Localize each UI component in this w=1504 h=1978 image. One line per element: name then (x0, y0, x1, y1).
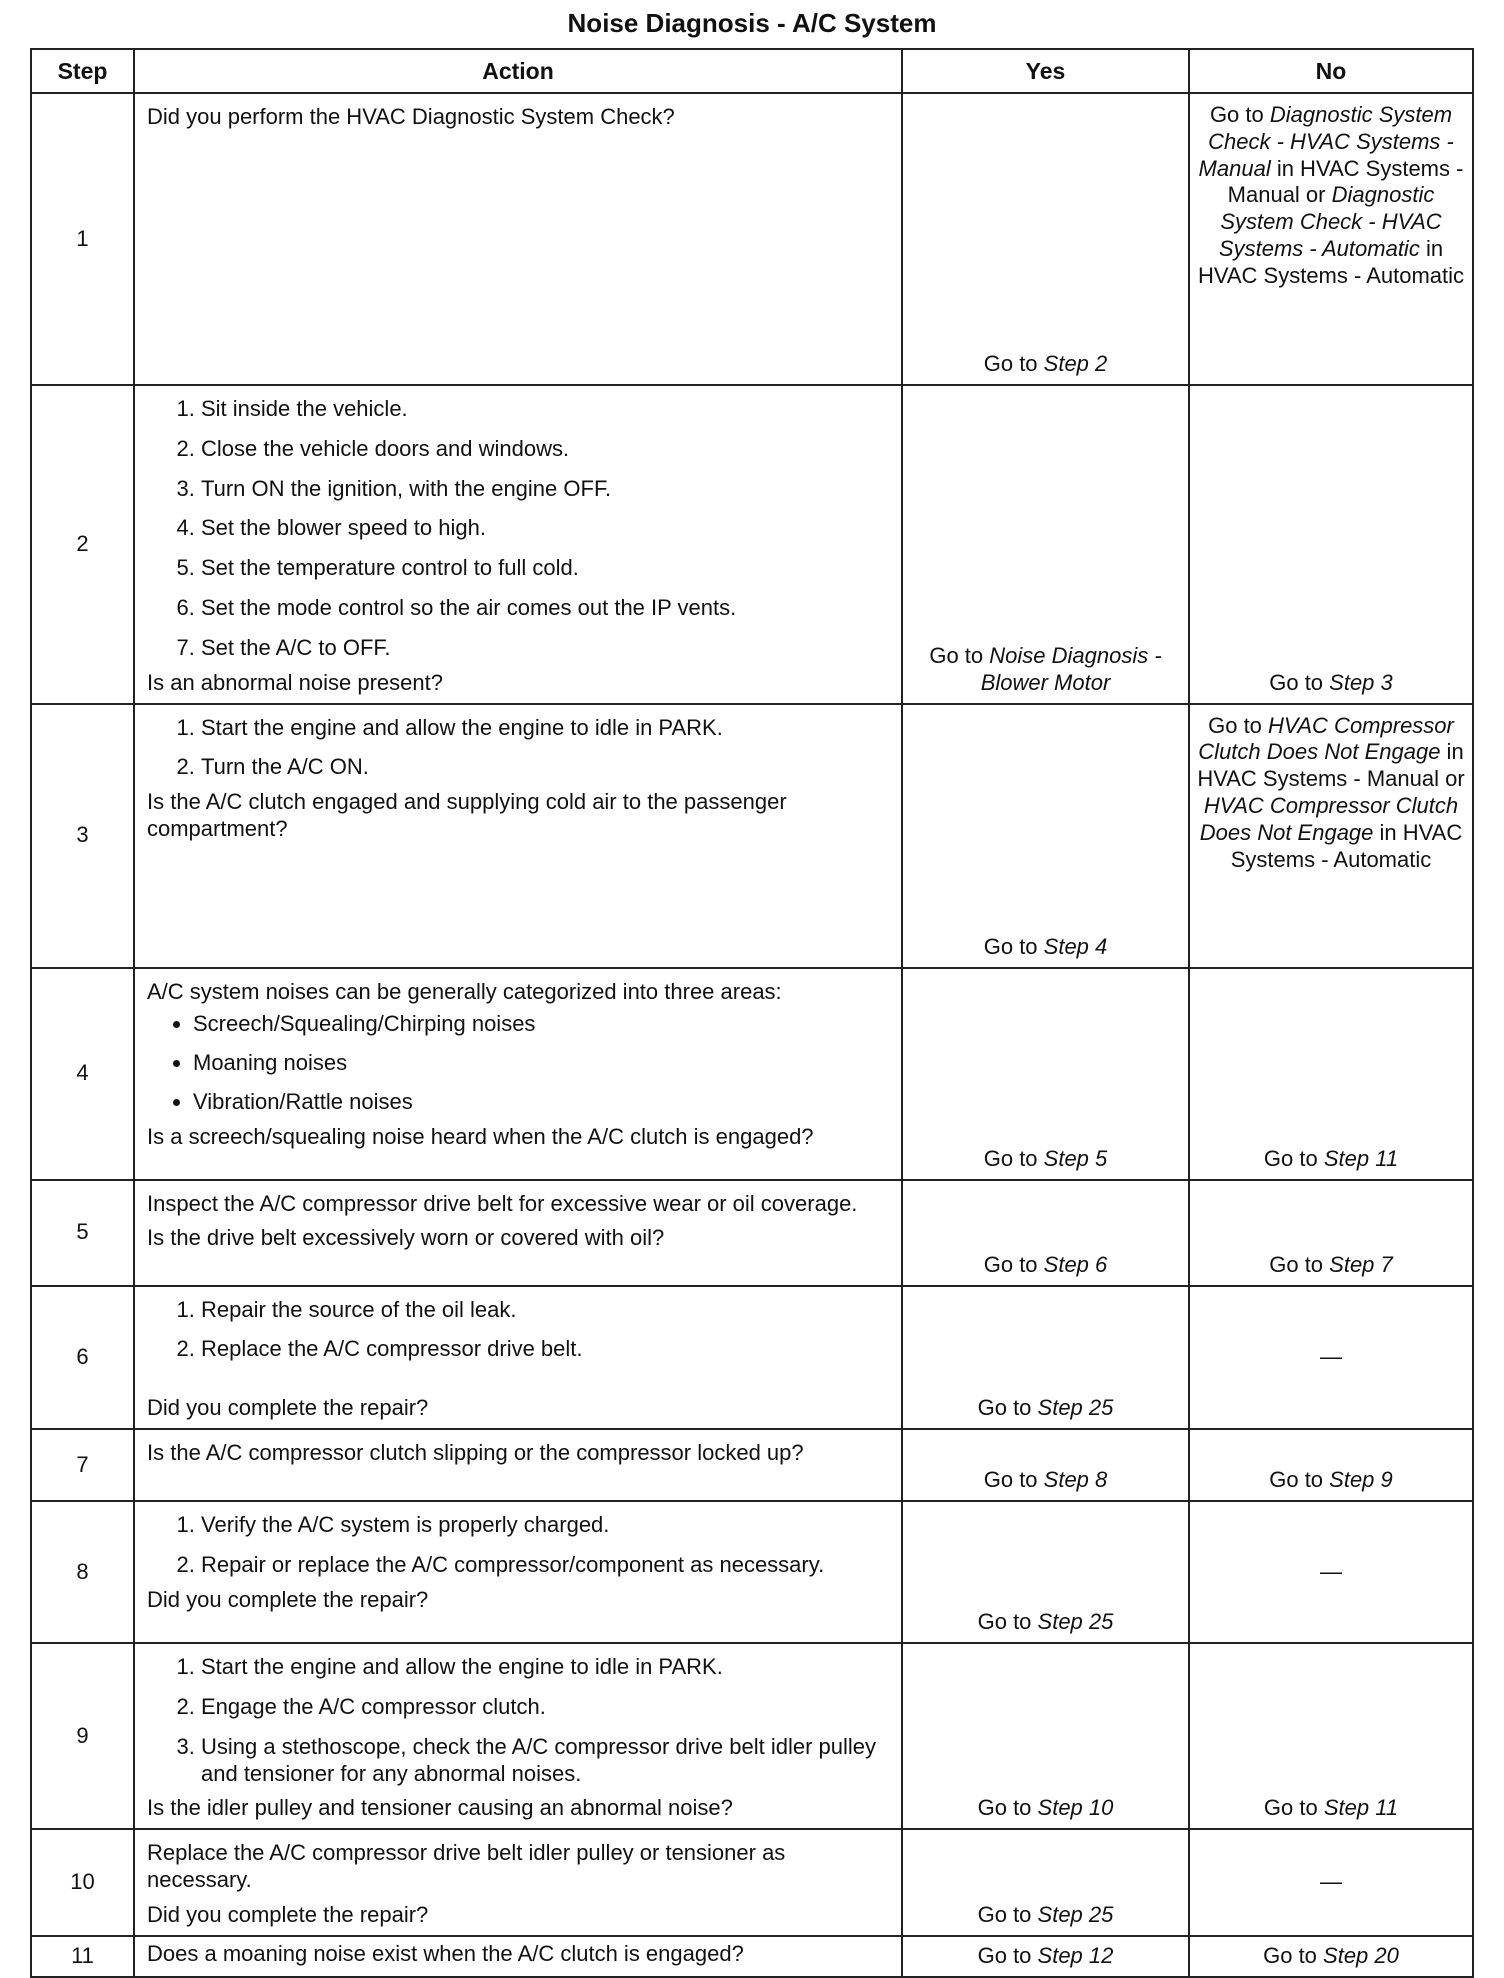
action-step: 4. Set the blower speed to high. (201, 515, 891, 542)
step-number: 5 (31, 1180, 134, 1286)
table-row (31, 704, 1473, 968)
step-number: 7 (31, 1429, 134, 1501)
no-cell: Go to Step 11 (1189, 968, 1473, 1180)
action-intro: Inspect the A/C compressor drive belt for excessive wear or oil coverage. (147, 1190, 858, 1216)
header-no: No (1189, 49, 1473, 93)
step-link[interactable]: Step 10 (1037, 1795, 1114, 1821)
action-cell (134, 1501, 902, 1643)
step-link[interactable]: Step 7 (1329, 1251, 1393, 1277)
step-link[interactable]: Step 25 (1037, 1395, 1114, 1421)
step-number: 2 (31, 385, 134, 704)
action-question: Is the A/C clutch engaged and supplying cold air to the passenger compartment? (147, 789, 787, 842)
no-cell (1189, 1501, 1473, 1643)
yes-cell: Go to Step 6 (902, 1180, 1189, 1286)
action-step: 1. Start the engine and allow the engine to idle in PARK. (201, 1654, 891, 1681)
action-question: Did you complete the repair? (147, 1395, 429, 1421)
action-step: 1. Start the engine and allow the engine to idle in PARK. (201, 715, 891, 742)
action-cell (134, 1643, 902, 1829)
step-link[interactable]: Step 5 (1043, 1145, 1108, 1171)
action-step: 2. Close the vehicle doors and windows. (201, 436, 891, 463)
action-cell (134, 1829, 902, 1935)
step-number: 9 (31, 1643, 134, 1829)
action-steps (147, 1512, 891, 1579)
table-row (31, 1286, 1473, 1429)
no-cell: Go to Step 7 (1189, 1180, 1473, 1286)
action-step: 5. Set the temperature control to full cold. (201, 555, 891, 582)
doc-link[interactable]: Diagnostic System Check - HVAC Systems - Manual (1198, 102, 1454, 181)
step-number: 6 (31, 1286, 134, 1429)
action-question: Did you complete the repair? (147, 1901, 429, 1927)
header-row (31, 49, 1473, 93)
noise-categories (147, 1011, 891, 1115)
table-row (31, 1643, 1473, 1829)
action-step: 3. Using a stethoscope, check the A/C compressor drive belt idler pulley and tensioner for any abnormal noises. (201, 1734, 891, 1788)
yes-cell: Go to Step 5 (902, 968, 1189, 1180)
not-applicable-dash: — (1320, 1343, 1342, 1369)
step-link[interactable]: Step 6 (1043, 1251, 1108, 1277)
action-steps (147, 1654, 891, 1787)
action-step: 1. Sit inside the vehicle. (201, 396, 891, 423)
table-row (31, 1429, 1473, 1501)
step-link[interactable]: Step 9 (1329, 1467, 1393, 1493)
not-applicable-dash: — (1320, 1869, 1342, 1895)
table-row (31, 93, 1473, 385)
no-cell: Go to Step 11 (1189, 1643, 1473, 1829)
step-link[interactable]: Step 3 (1329, 669, 1393, 695)
header-step: Step (31, 49, 134, 93)
yes-cell: Go to Step 4 (902, 704, 1189, 968)
page-title: Noise Diagnosis - A/C System (567, 8, 937, 38)
step-number: 3 (31, 704, 134, 968)
action-intro: A/C system noises can be generally categorized into three areas: (147, 978, 782, 1004)
table-row (31, 1936, 1473, 1977)
header-yes: Yes (902, 49, 1189, 93)
yes-cell: Go to Noise Diagnosis - Blower Motor (902, 385, 1189, 704)
action-steps (147, 1297, 891, 1364)
step-link[interactable]: Step 2 (1043, 351, 1108, 377)
not-applicable-dash: — (1320, 1558, 1342, 1584)
yes-cell: Go to Step 25 (902, 1501, 1189, 1643)
action-step: 3. Turn ON the ignition, with the engine OFF. (201, 476, 891, 503)
step-number: 8 (31, 1501, 134, 1643)
action-step: 6. Set the mode control so the air comes out the IP vents. (201, 595, 891, 622)
noise-category: • Moaning noises (193, 1050, 891, 1077)
step-number: 11 (31, 1936, 134, 1977)
step-link[interactable]: Step 11 (1323, 1795, 1399, 1821)
step-link[interactable]: Step 11 (1323, 1145, 1399, 1171)
no-cell (1189, 1829, 1473, 1935)
yes-cell: Go to Step 25 (902, 1829, 1189, 1935)
doc-link[interactable]: HVAC Compressor Clutch Does Not Engage (1199, 793, 1459, 845)
action-question: Is the idler pulley and tensioner causing an abnormal noise? (147, 1795, 733, 1821)
action-cell (134, 1936, 902, 1977)
action-cell (134, 1180, 902, 1286)
table-row (31, 1180, 1473, 1286)
action-step: 2. Replace the A/C compressor drive belt. (201, 1336, 891, 1363)
action-step: 2. Repair or replace the A/C compressor/component as necessary. (201, 1552, 891, 1579)
doc-link[interactable]: Diagnostic System Check - HVAC Systems - Automatic (1218, 182, 1442, 262)
action-question: Is the drive belt excessively worn or covered with oil? (147, 1225, 665, 1251)
action-question: Is the A/C compressor clutch slipping or the compressor locked up? (147, 1440, 804, 1466)
step-link[interactable]: Step 20 (1323, 1942, 1399, 1968)
action-question: Is a screech/squealing noise heard when the A/C clutch is engaged? (147, 1123, 814, 1149)
action-question: Is an abnormal noise present? (147, 669, 443, 695)
no-cell: Go to Step 3 (1189, 385, 1473, 704)
yes-cell: Go to Step 10 (902, 1643, 1189, 1829)
action-steps (147, 715, 891, 782)
action-step: 7. Set the A/C to OFF. (201, 635, 891, 662)
action-step: 2. Turn the A/C ON. (201, 754, 891, 781)
action-step: 1. Verify the A/C system is properly charged. (201, 1512, 891, 1539)
action-intro: Replace the A/C compressor drive belt idler pulley or tensioner as necessary. (147, 1840, 786, 1893)
step-link[interactable]: Step 12 (1037, 1942, 1114, 1968)
doc-link[interactable]: HVAC Compressor Clutch Does Not Engage (1198, 712, 1454, 765)
action-question: Did you perform the HVAC Diagnostic System Check? (147, 104, 675, 129)
noise-category: • Vibration/Rattle noises (193, 1089, 891, 1116)
doc-link[interactable]: Noise Diagnosis - Blower Motor (980, 642, 1162, 695)
step-link[interactable]: Step 25 (1037, 1609, 1114, 1635)
table-row (31, 968, 1473, 1180)
action-steps (147, 396, 891, 662)
action-question: Did you complete the repair? (147, 1586, 429, 1612)
step-number: 10 (31, 1829, 134, 1935)
action-cell (134, 385, 902, 704)
yes-cell: Go to Step 12 (902, 1936, 1189, 1977)
action-step: 1. Repair the source of the oil leak. (201, 1297, 891, 1324)
no-cell (1189, 1286, 1473, 1429)
action-cell (134, 1429, 902, 1501)
table-row (31, 385, 1473, 704)
action-cell (134, 1286, 902, 1429)
step-link[interactable]: Step 8 (1043, 1467, 1108, 1493)
yes-cell: Go to Step 25 (902, 1286, 1189, 1429)
no-cell: Go to HVAC Compressor Clutch Does Not Engage in HVAC Systems - Manual or HVAC Compressor Clutch Does Not Engage in HVAC Systems - Automatic (1189, 704, 1473, 968)
action-cell (134, 93, 902, 385)
action-cell (134, 968, 902, 1180)
step-link[interactable]: Step 25 (1037, 1901, 1114, 1927)
table-row (31, 1501, 1473, 1643)
step-link[interactable]: Step 4 (1043, 933, 1108, 959)
no-cell: Go to Diagnostic System Check - HVAC Systems - Manual in HVAC Systems - Manual or Diagnostic System Check - HVAC Systems - Automatic in HVAC Systems - Automatic (1189, 93, 1473, 385)
step-number: 4 (31, 968, 134, 1180)
action-question: Does a moaning noise exist when the A/C clutch is engaged? (147, 1940, 744, 1966)
header-action: Action (134, 49, 902, 93)
no-cell: Go to Step 20 (1189, 1936, 1473, 1977)
no-cell: Go to Step 9 (1189, 1429, 1473, 1501)
yes-cell: Go to Step 8 (902, 1429, 1189, 1501)
diagnosis-table (30, 48, 1474, 1978)
action-step: 2. Engage the A/C compressor clutch. (201, 1694, 891, 1721)
yes-cell: Go to Step 2 (902, 93, 1189, 385)
step-number: 1 (31, 93, 134, 385)
table-row (31, 1829, 1473, 1935)
noise-category: • Screech/Squealing/Chirping noises (193, 1011, 891, 1038)
action-cell (134, 704, 902, 968)
